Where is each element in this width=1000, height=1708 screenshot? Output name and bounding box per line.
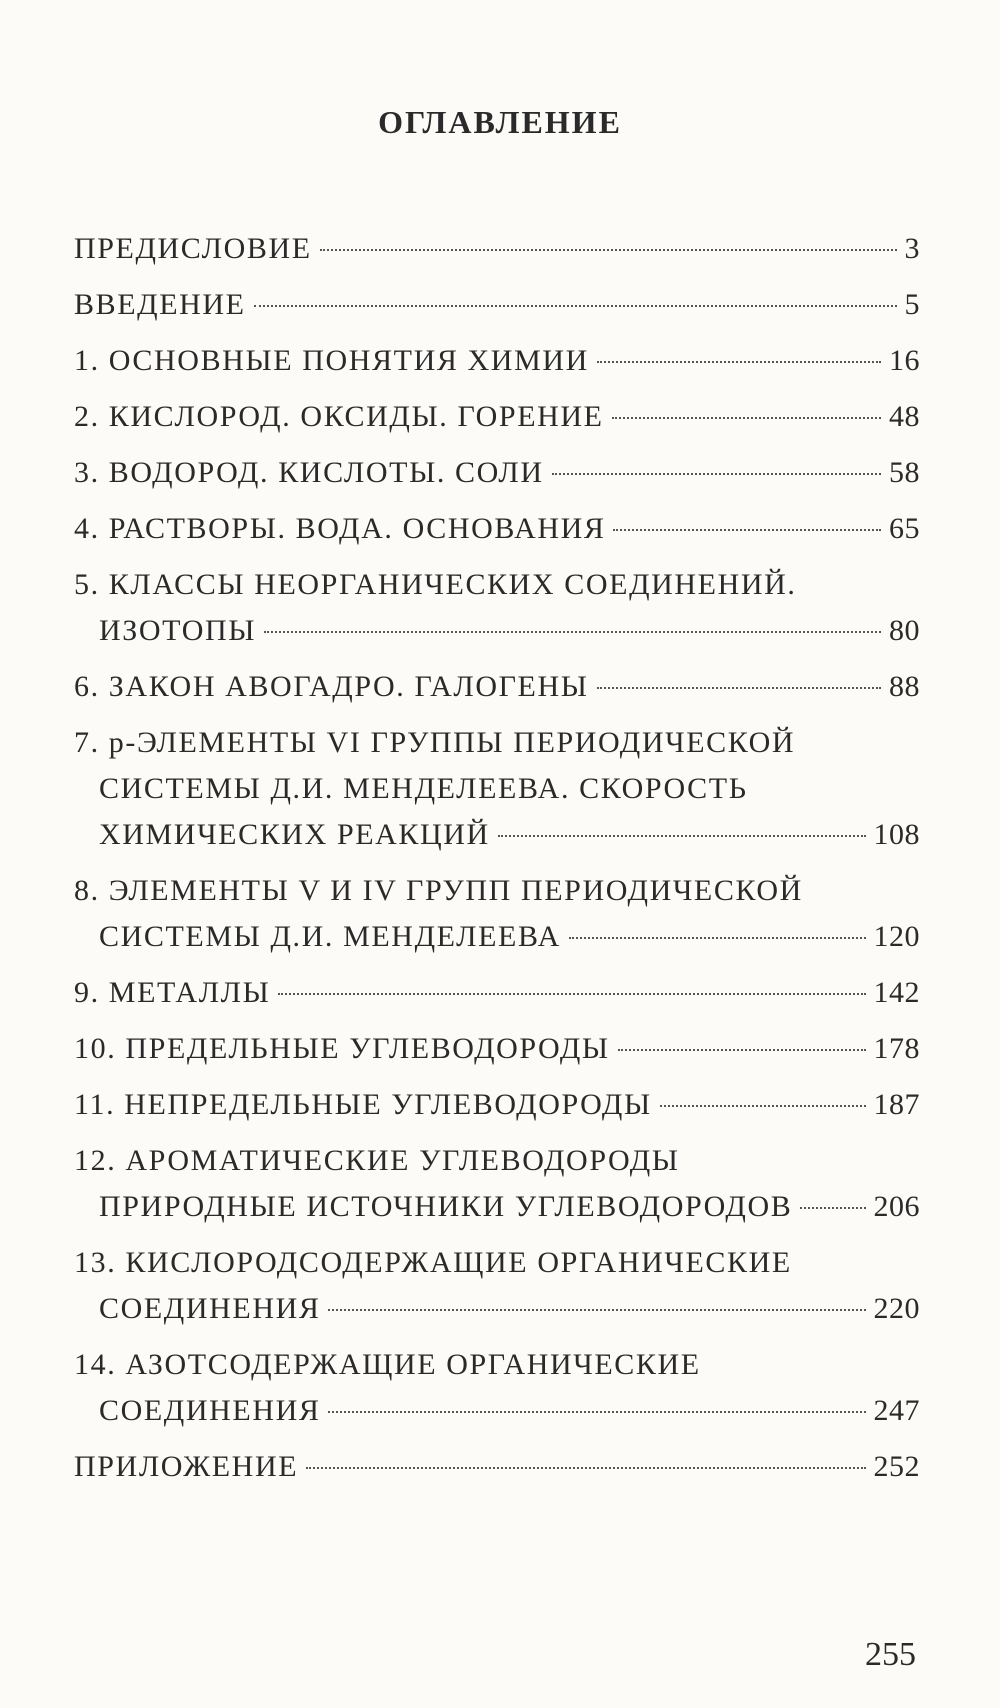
toc-entry-title: ПРИЛОЖЕНИЕ [74, 1450, 299, 1483]
dot-leader [320, 249, 897, 251]
toc-entry[interactable] [74, 506, 920, 552]
toc-entry-page: 252 [873, 1450, 920, 1483]
toc-entry-title: 13. КИСЛОРОДСОДЕРЖАЩИЕ ОРГАНИЧЕСКИЕ [74, 1246, 792, 1279]
toc-entry[interactable] [74, 970, 920, 1016]
toc-entry-title: ВВЕДЕНИЕ [74, 288, 246, 321]
toc-entry-title: СИСТЕМЫ Д.И. МЕНДЕЛЕЕВА. СКОРОСТЬ [99, 772, 748, 805]
dot-leader [569, 937, 866, 939]
dot-leader [306, 1467, 865, 1469]
toc-entry-page: 178 [873, 1032, 920, 1065]
toc-entry[interactable] [74, 1240, 920, 1332]
dot-leader [278, 993, 865, 995]
toc-entry-page: 80 [889, 614, 920, 647]
toc-entry-title: 4. РАСТВОРЫ. ВОДА. ОСНОВАНИЯ [74, 512, 606, 545]
toc-entry-title: ХИМИЧЕСКИХ РЕАКЦИЙ [99, 818, 490, 851]
toc-entry-title: СОЕДИНЕНИЯ [99, 1292, 321, 1325]
table-of-contents [74, 226, 920, 1500]
toc-entry-page: 206 [873, 1190, 920, 1223]
toc-entry-title: 11. НЕПРЕДЕЛЬНЫЕ УГЛЕВОДОРОДЫ [74, 1088, 652, 1121]
dot-leader [660, 1105, 866, 1107]
dot-leader [613, 529, 881, 531]
toc-entry-page: 247 [873, 1394, 920, 1427]
dot-leader [254, 305, 897, 307]
toc-entry-page: 187 [873, 1088, 920, 1121]
dot-leader [328, 1309, 865, 1311]
dot-leader [328, 1411, 865, 1413]
toc-entry-title: ИЗОТОПЫ [99, 614, 256, 647]
dot-leader [618, 1049, 866, 1051]
toc-entry-title: 9. МЕТАЛЛЫ [74, 976, 271, 1009]
toc-entry[interactable] [74, 664, 920, 710]
dot-leader [800, 1207, 865, 1209]
toc-entry-title: 3. ВОДОРОД. КИСЛОТЫ. СОЛИ [74, 456, 544, 489]
dot-leader [552, 473, 881, 475]
toc-entry-title: СОЕДИНЕНИЯ [99, 1394, 321, 1427]
dot-leader [597, 687, 882, 689]
toc-entry[interactable] [74, 1138, 920, 1230]
toc-entry[interactable] [74, 394, 920, 440]
toc-entry-title: 2. КИСЛОРОД. ОКСИДЫ. ГОРЕНИЕ [74, 400, 604, 433]
toc-entry[interactable] [74, 720, 920, 858]
toc-entry-title: 6. ЗАКОН АВОГАДРО. ГАЛОГЕНЫ [74, 670, 589, 703]
toc-entry-page: 120 [873, 920, 920, 953]
toc-entry-title: ПРЕДИСЛОВИЕ [74, 232, 312, 265]
toc-entry-page: 65 [889, 512, 920, 545]
dot-leader [612, 417, 881, 419]
dot-leader [264, 631, 881, 633]
toc-entry-page: 88 [889, 670, 920, 703]
toc-entry[interactable] [74, 868, 920, 960]
toc-entry-title: 5. КЛАССЫ НЕОРГАНИЧЕСКИХ СОЕДИНЕНИЙ. [74, 568, 797, 601]
toc-entry-page: 58 [889, 456, 920, 489]
toc-entry[interactable] [74, 450, 920, 496]
page-number: 255 [865, 1636, 916, 1673]
toc-entry-page: 108 [873, 818, 920, 851]
toc-entry-title: 1. ОСНОВНЫЕ ПОНЯТИЯ ХИМИИ [74, 344, 589, 377]
toc-entry-page: 5 [904, 288, 920, 321]
toc-entry[interactable] [74, 1026, 920, 1072]
toc-entry-page: 3 [904, 232, 920, 265]
toc-entry[interactable] [74, 562, 920, 654]
toc-entry-title: СИСТЕМЫ Д.И. МЕНДЕЛЕЕВА [99, 920, 561, 953]
toc-entry-title: ПРИРОДНЫЕ ИСТОЧНИКИ УГЛЕВОДОРОДОВ [99, 1190, 793, 1223]
toc-entry-page: 220 [873, 1292, 920, 1325]
page-title: ОГЛАВЛЕНИЕ [378, 104, 622, 140]
toc-entry[interactable] [74, 282, 920, 328]
toc-entry-title: 14. АЗОТСОДЕРЖАЩИЕ ОРГАНИЧЕСКИЕ [74, 1348, 701, 1381]
toc-entry-page: 48 [889, 400, 920, 433]
dot-leader [498, 835, 866, 837]
toc-entry-title: 12. АРОМАТИЧЕСКИЕ УГЛЕВОДОРОДЫ [74, 1144, 680, 1177]
dot-leader [597, 361, 881, 363]
toc-entry[interactable] [74, 1342, 920, 1434]
toc-entry[interactable] [74, 226, 920, 272]
toc-entry-page: 16 [889, 344, 920, 377]
toc-entry[interactable] [74, 1082, 920, 1128]
toc-entry-title: 8. ЭЛЕМЕНТЫ V И IV ГРУПП ПЕРИОДИЧЕСКОЙ [74, 874, 803, 907]
toc-entry[interactable] [74, 338, 920, 384]
toc-entry[interactable] [74, 1444, 920, 1490]
toc-entry-title: 7. р-ЭЛЕМЕНТЫ VI ГРУППЫ ПЕРИОДИЧЕСКОЙ [74, 726, 796, 759]
toc-entry-title: 10. ПРЕДЕЛЬНЫЕ УГЛЕВОДОРОДЫ [74, 1032, 610, 1065]
toc-entry-page: 142 [873, 976, 920, 1009]
